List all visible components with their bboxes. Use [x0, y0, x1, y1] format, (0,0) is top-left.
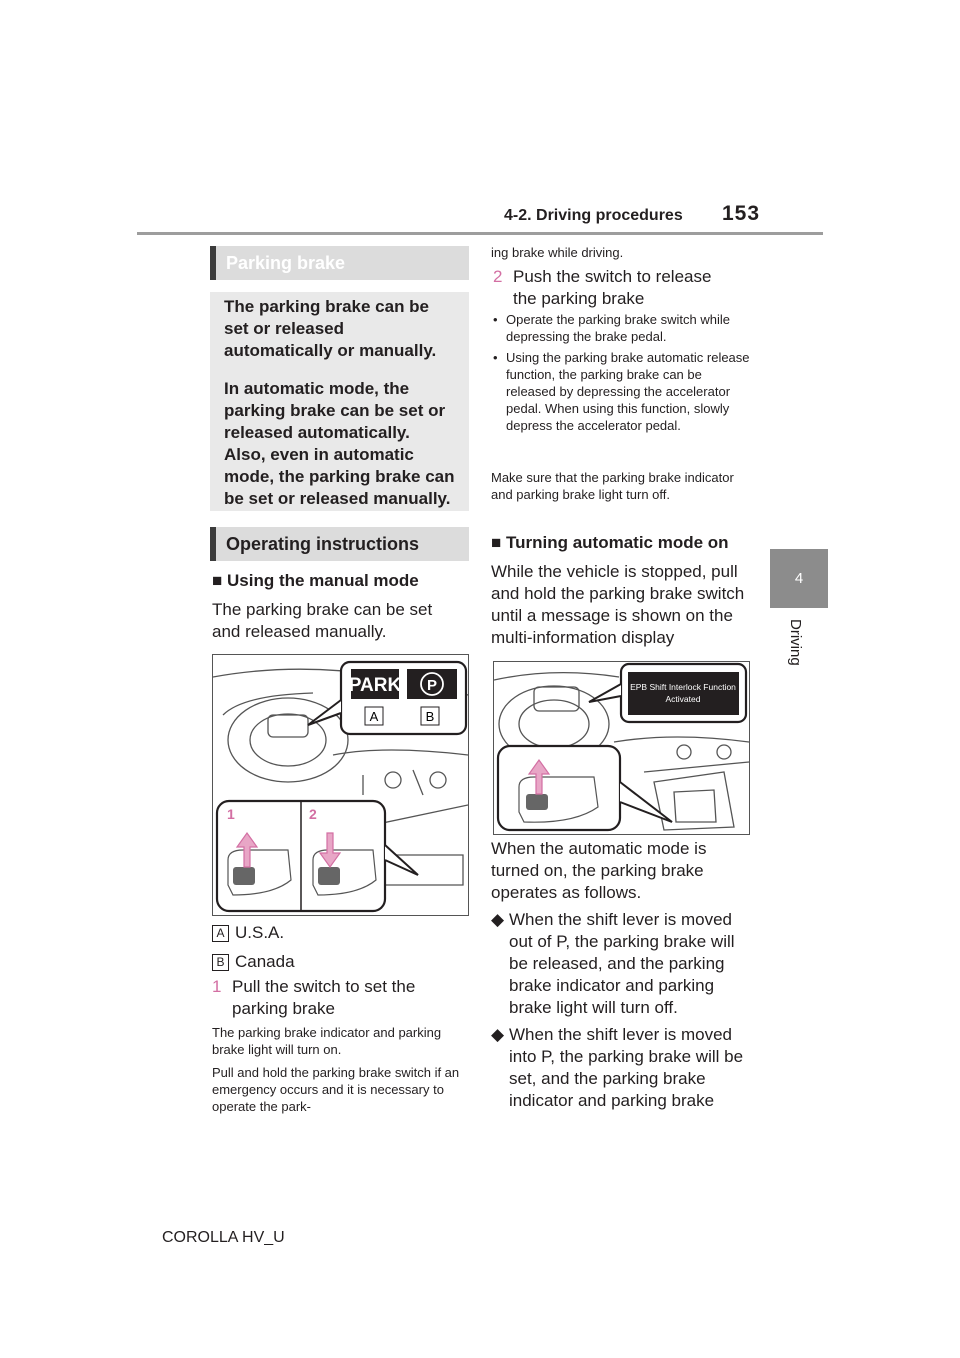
emergency-note: Pull and hold the parking brake switch if an emergency occurs and it is necessary to operate the park-	[212, 1065, 460, 1114]
display-illustration	[494, 662, 749, 834]
legend-b: B Canada	[212, 951, 295, 973]
bullet-2: • Using the parking brake automatic release function, the parking brake can be released by depressing the accelerator pedal. When using this function, slowly depress the accelerator pedal.	[493, 350, 750, 433]
release-note: Make sure that the parking brake indicator and parking brake light turn off.	[491, 470, 734, 502]
emergency-note-cont: ing brake while driving.	[491, 245, 624, 260]
step-2-text: Push the switch to release the parking brake	[513, 267, 712, 308]
step-1-note: The parking brake indicator and parking brake light will turn on.	[212, 1025, 442, 1057]
intro-text-1: The parking brake can be set or released automatically or manually.	[224, 297, 437, 360]
chapter-label: Driving	[787, 619, 804, 666]
behavior-item-1: ◆ When the shift lever is moved out of P, the parking brake will be released, and the parking brake indicator and parking brake light will turn off.	[491, 910, 735, 1017]
chapter-tab[interactable]: 4	[770, 549, 828, 608]
figure-step-1: 1	[227, 806, 235, 822]
p-indicator-text: P	[426, 677, 438, 694]
subsection-heading: Operating instructions	[210, 527, 469, 561]
step-1-number: 1	[212, 977, 222, 996]
display-message-line-2: Activated	[665, 694, 701, 704]
manual-mode-text: The parking brake can be set and released manually.	[212, 600, 433, 641]
display-message-line-1: EPB Shift Interlock Function	[630, 682, 736, 692]
auto-mode-result-text: When the automatic mode is turned on, the parking brake operates as follows.	[491, 839, 707, 902]
step-2-number: 2	[493, 267, 503, 286]
section-title: 4-2. Driving procedures	[504, 207, 683, 224]
page-number: 153	[722, 202, 761, 225]
park-indicator-text: PARK	[348, 675, 402, 696]
step-1-text: Pull the switch to set the parking brake	[232, 977, 416, 1018]
intro-box	[210, 292, 469, 511]
auto-mode-text: While the vehicle is stopped, pull and hold the parking brake switch until a message is shown on the multi-information display	[491, 562, 745, 647]
intro-text-2: In automatic mode, the parking brake can be set or released automatically. Also, even in automatic mode, the parking brake can be set or released manually.	[224, 379, 455, 508]
figure-label-b: B	[425, 709, 435, 724]
bullet-1: • Operate the parking brake switch while depressing the brake pedal.	[493, 312, 731, 344]
header-rule	[137, 232, 823, 235]
section-heading: Parking brake	[210, 246, 469, 280]
behavior-item-2: ◆ When the shift lever is moved into P, the parking brake will be set, and the parking brake indicator and parking brake	[491, 1025, 744, 1110]
figure-label-a: A	[369, 709, 379, 724]
figure-auto-mode	[493, 661, 750, 835]
legend-a: A U.S.A.	[212, 922, 284, 944]
figure-step-2: 2	[309, 806, 317, 822]
figure-manual-mode	[212, 654, 469, 916]
dashboard-illustration	[213, 655, 468, 915]
footer-model: COROLLA HV_U	[162, 1229, 285, 1246]
auto-mode-heading: ■ Turning automatic mode on	[491, 533, 729, 552]
manual-mode-heading: ■ Using the manual mode	[212, 571, 419, 590]
